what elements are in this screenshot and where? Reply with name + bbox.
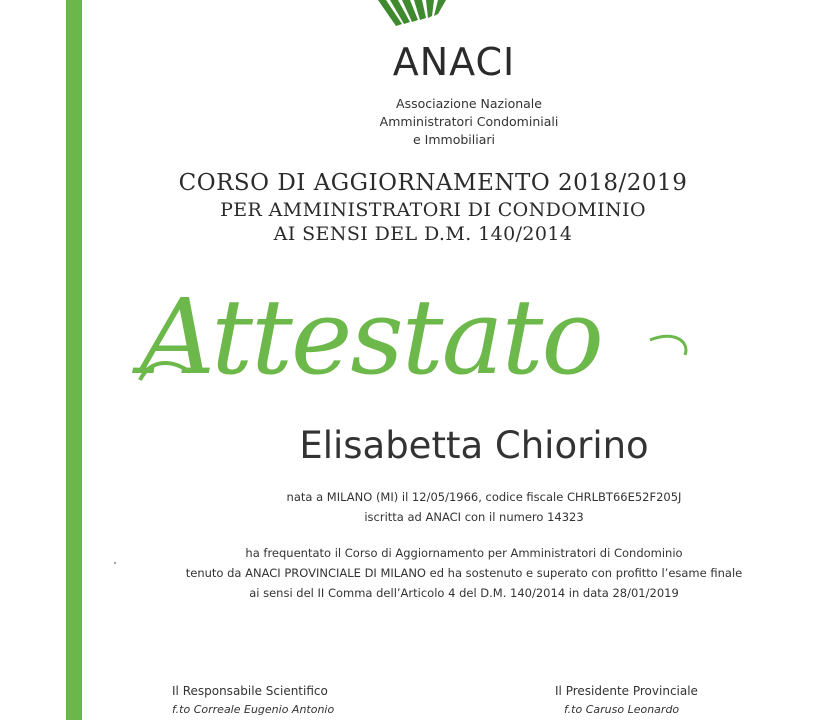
- green-side-bar: [66, 0, 82, 720]
- anaci-logo-icon: [372, 0, 452, 34]
- course-reference: AI SENSI DEL D.M. 140/2014: [273, 223, 573, 245]
- association-name: [82, 95, 826, 149]
- body-text-line: tenuto da ANACI PROVINCIALE DI MILANO ed ha sostenuto e superato con profitto l’esame finale: [185, 566, 743, 580]
- birth-details: nata a MILANO (MI) il 12/05/1966, codice fiscale CHRLBT66E52F205J: [286, 490, 682, 504]
- right-signature-role: Il Presidente Provinciale: [555, 684, 698, 698]
- scan-dot: [114, 562, 116, 564]
- body-text-line: ai sensi del II Comma dell’Articolo 4 del D.M. 140/2014 in data 28/01/2019: [249, 586, 679, 600]
- association-line: Associazione Nazionale: [396, 96, 542, 111]
- body-text-line: ha frequentato il Corso di Aggiornamento per Amministratori di Condominio: [245, 546, 683, 560]
- association-line: e Immobiliari: [413, 132, 495, 147]
- course-subtitle: PER AMMINISTRATORI DI CONDOMINIO: [220, 199, 646, 221]
- left-signature-role: Il Responsabile Scientifico: [172, 684, 328, 698]
- course-title: CORSO DI AGGIORNAMENTO 2018/2019: [178, 170, 688, 196]
- left-signature-name: f.to Correale Eugenio Antonio: [172, 703, 335, 716]
- brand-title: ANACI: [392, 40, 516, 84]
- recipient-name: Elisabetta Chiorino: [299, 424, 649, 467]
- association-line: Amministratori Condominiali: [379, 114, 559, 129]
- right-signature-name: f.to Caruso Leonardo: [564, 703, 680, 716]
- certificate-title: Attestato: [140, 276, 602, 398]
- membership-details: iscritta ad ANACI con il numero 14323: [364, 510, 584, 524]
